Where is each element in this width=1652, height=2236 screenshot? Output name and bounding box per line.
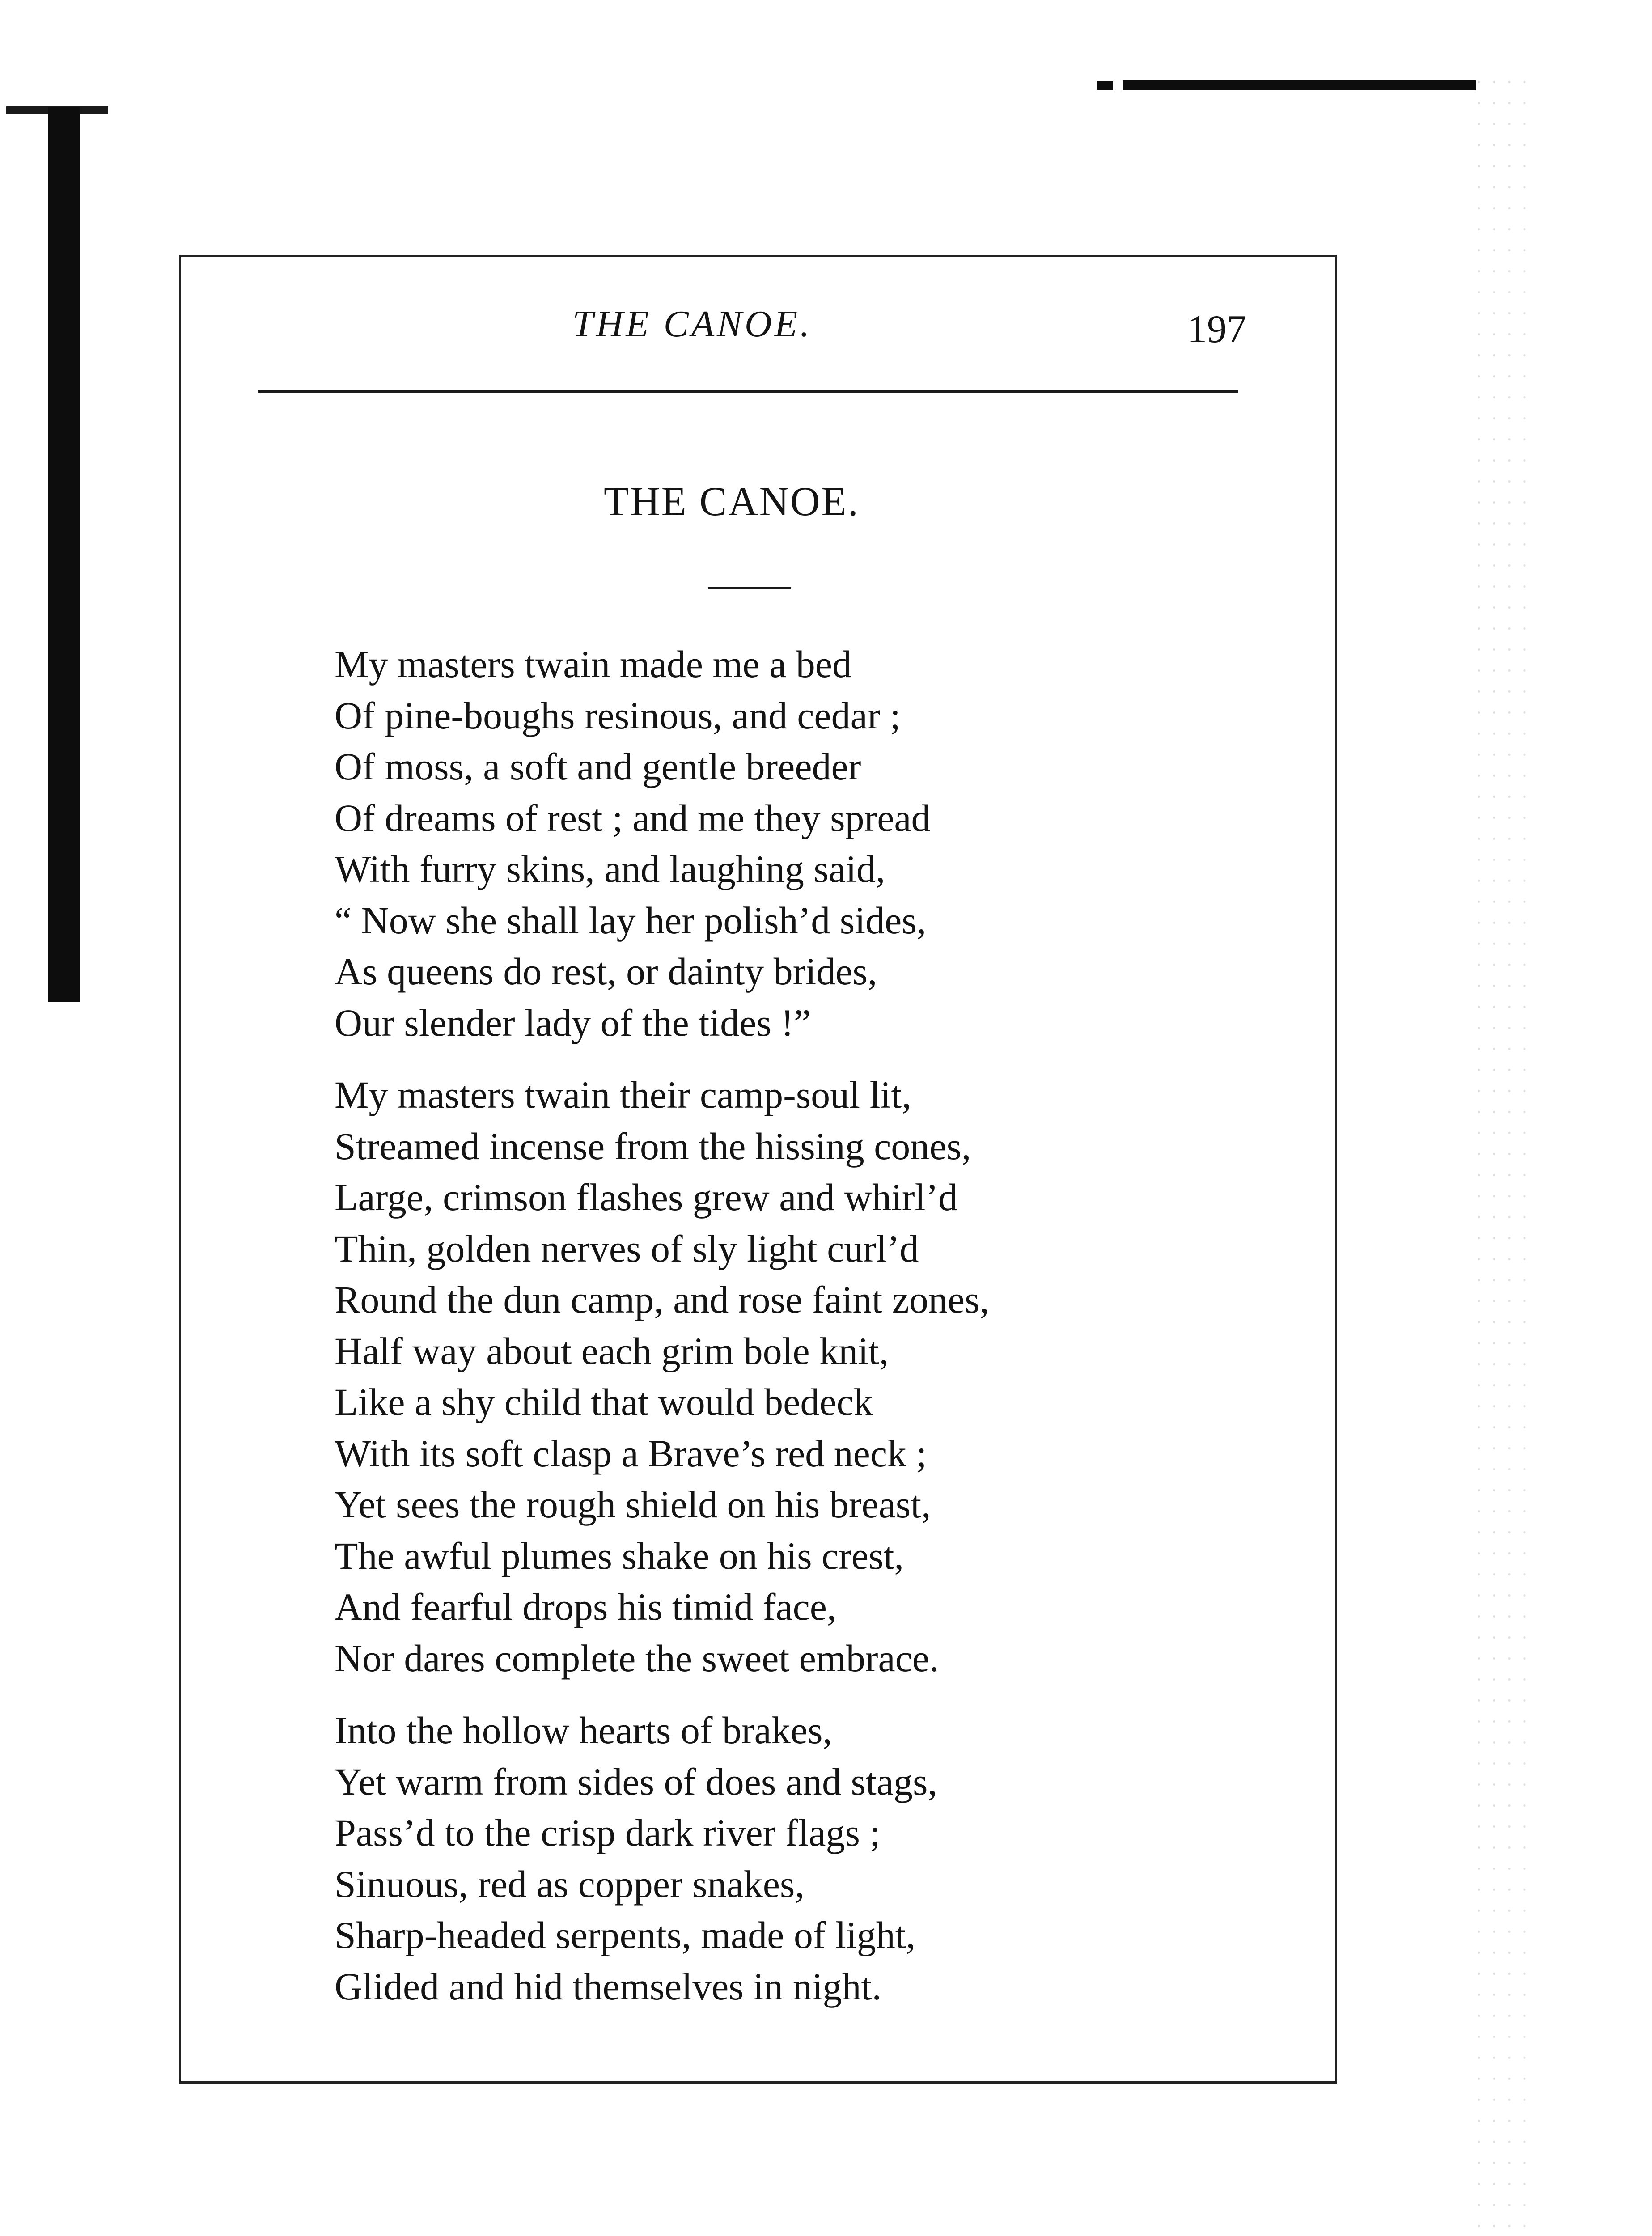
- poem-line: Streamed incense from the hissing cones,: [335, 1124, 971, 1168]
- poem-line: My masters twain made me a bed: [335, 643, 851, 686]
- poem-line: Our slender lady of the tides !”: [335, 1001, 811, 1044]
- poem-line: My masters twain their camp-soul lit,: [335, 1073, 911, 1116]
- poem-line: As queens do rest, or dainty brides,: [335, 950, 877, 993]
- poem-line: Half way about each grim bole knit,: [335, 1329, 889, 1372]
- stanza: [335, 1069, 1318, 1684]
- poem-line: Nor dares complete the sweet embrace.: [335, 1636, 939, 1680]
- poem-line: Round the dun camp, and rose faint zones,: [335, 1278, 990, 1321]
- poem-line: Yet warm from sides of does and stags,: [335, 1760, 937, 1803]
- poem-line: Thin, golden nerves of sly light curl’d: [335, 1227, 919, 1270]
- scan-edge-bar-top: [1123, 80, 1476, 90]
- poem-line: Sinuous, red as copper snakes,: [335, 1862, 805, 1906]
- poem-body: [335, 639, 1318, 2033]
- poem-line: Yet sees the rough shield on his breast,: [335, 1483, 931, 1526]
- scan-edge-mark: [1097, 81, 1113, 90]
- page-number: 197: [1187, 308, 1246, 351]
- poem-line: Pass’d to the crisp dark river flags ;: [335, 1811, 881, 1854]
- poem-line: With its soft clasp a Brave’s red neck ;: [335, 1431, 927, 1475]
- poem-line: Large, crimson flashes grew and whirl’d: [335, 1176, 958, 1219]
- poem-title: THE CANOE.: [604, 479, 860, 524]
- poem-line: Into the hollow hearts of brakes,: [335, 1709, 832, 1752]
- poem-line: Of moss, a soft and gentle breeder: [335, 745, 861, 788]
- scan-edge-bar-left: [48, 107, 80, 1002]
- stanza: [335, 1705, 1318, 2012]
- poem-line: With furry skins, and laughing said,: [335, 847, 885, 890]
- running-head-title: THE CANOE.: [572, 303, 813, 345]
- poem-line: And fearful drops his timid face,: [335, 1585, 837, 1628]
- poem-line: Sharp-headed serpents, made of light,: [335, 1914, 916, 1956]
- stanza: [335, 639, 1318, 1048]
- scan-edge-noise: [1471, 72, 1538, 2236]
- poem-line: Of dreams of rest ; and me they spread: [335, 796, 931, 839]
- title-rule: [708, 587, 791, 589]
- poem-line: Of pine-boughs resinous, and cedar ;: [335, 694, 901, 737]
- header-rule: [258, 390, 1238, 393]
- poem-line: Glided and hid themselves in night.: [335, 1965, 881, 2008]
- poem-line: “ Now she shall lay her polish’d sides,: [335, 898, 927, 942]
- poem-line: Like a shy child that would bedeck: [335, 1381, 873, 1423]
- poem-line: The awful plumes shake on his crest,: [335, 1534, 904, 1577]
